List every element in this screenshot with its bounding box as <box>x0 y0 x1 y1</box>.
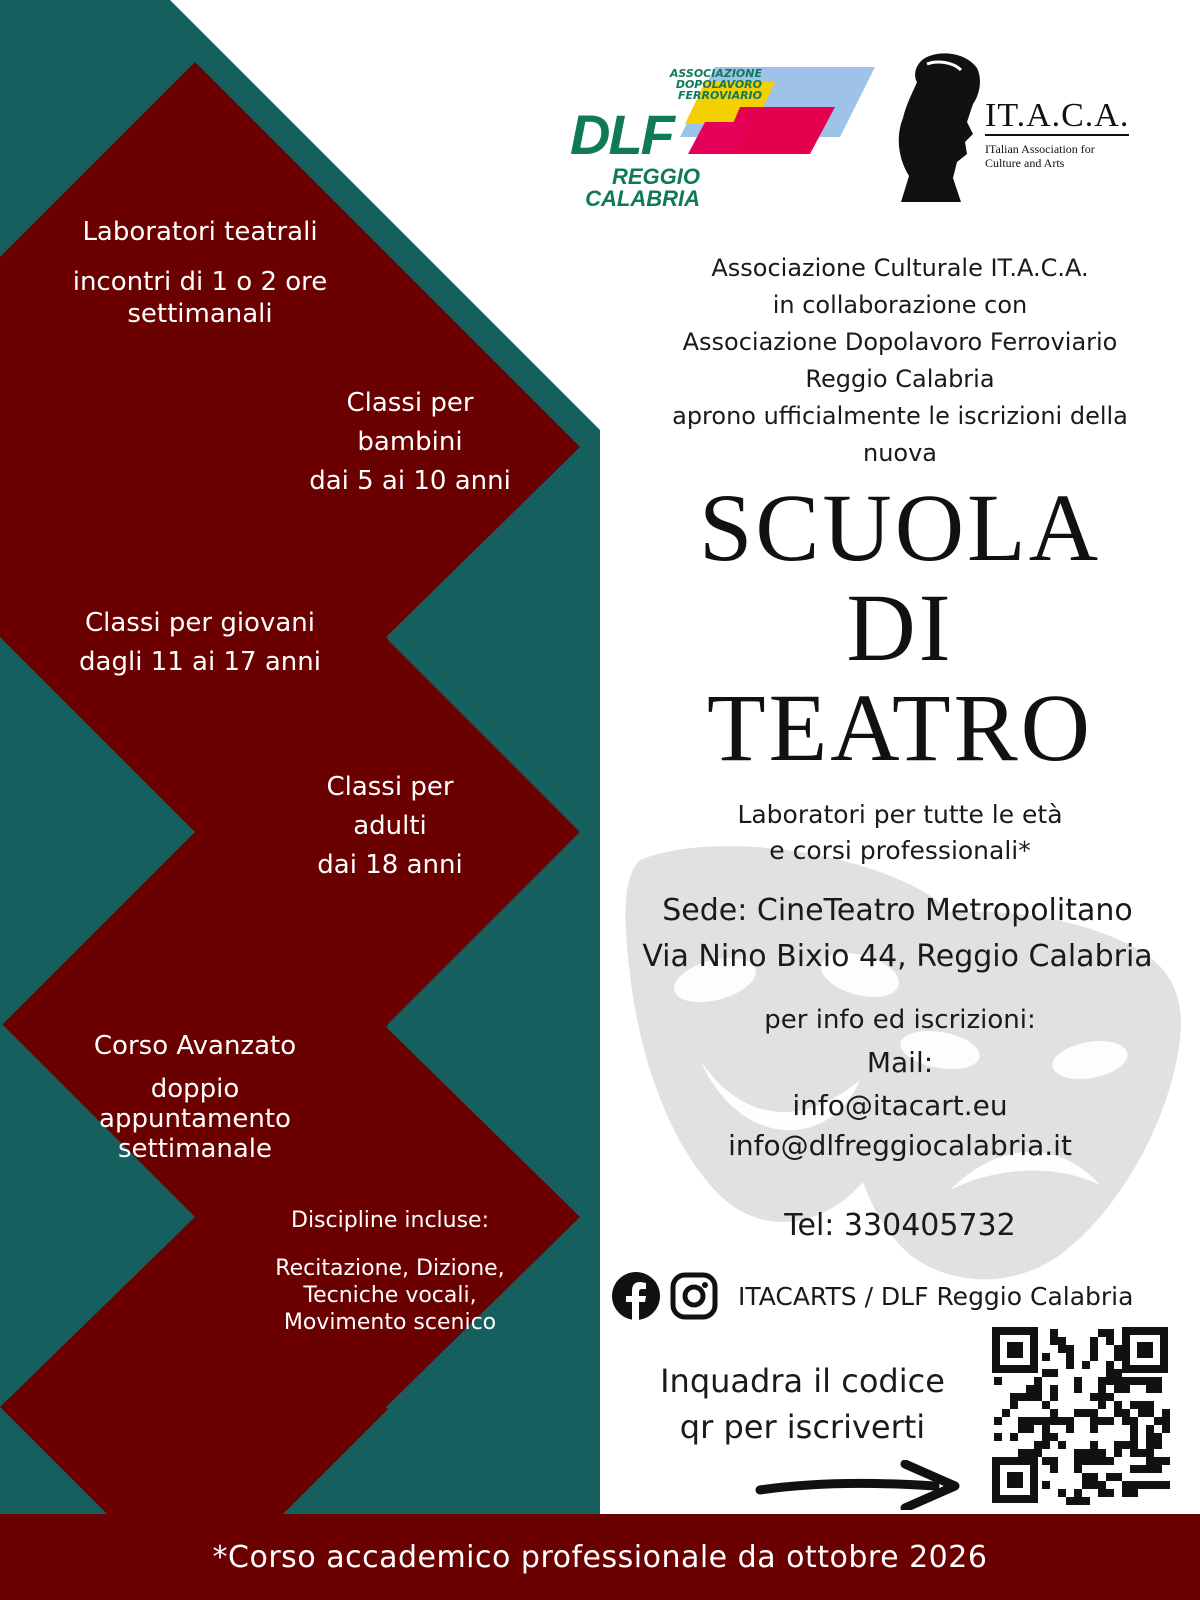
qr-module <box>1090 1473 1098 1481</box>
qr-module <box>1034 1385 1042 1393</box>
qr-module <box>1034 1441 1042 1449</box>
intro-text <box>605 250 1195 472</box>
qr-module <box>1114 1409 1122 1417</box>
intro-line: aprono ufficialmente le iscrizioni della <box>672 402 1128 430</box>
qr-module <box>1074 1449 1082 1457</box>
qr-module <box>1146 1409 1154 1417</box>
qr-line: Inquadra il codice <box>660 1362 945 1400</box>
qr-module <box>1090 1345 1098 1353</box>
qr-module <box>1090 1457 1098 1465</box>
itaca-tagline: ITalian Association for <box>985 142 1095 156</box>
qr-module <box>1106 1417 1114 1425</box>
qr-module <box>1066 1497 1074 1505</box>
qr-module <box>1034 1393 1042 1401</box>
qr-module <box>1106 1377 1114 1385</box>
qr-module <box>1026 1393 1034 1401</box>
itaca-logo <box>895 50 1175 210</box>
qr-module <box>1018 1417 1026 1425</box>
qr-module <box>1098 1489 1106 1497</box>
qr-module <box>1042 1353 1050 1361</box>
qr-module <box>1010 1393 1018 1401</box>
qr-module <box>1162 1417 1170 1425</box>
qr-module <box>1090 1353 1098 1361</box>
qr-module <box>1114 1385 1122 1393</box>
qr-module <box>1042 1369 1050 1377</box>
qr-module <box>1082 1409 1090 1417</box>
qr-module <box>1130 1489 1138 1497</box>
qr-module <box>1154 1385 1162 1393</box>
qr-module <box>1042 1433 1050 1441</box>
qr-module <box>1114 1449 1122 1457</box>
block-discipline <box>240 1207 540 1336</box>
qr-module <box>1122 1385 1130 1393</box>
block-adulti <box>240 768 540 885</box>
qr-module <box>1114 1353 1122 1361</box>
qr-module <box>1146 1433 1154 1441</box>
qr-module <box>1138 1401 1146 1409</box>
qr-module <box>994 1377 1002 1385</box>
arrow-right-icon <box>755 1460 960 1510</box>
qr-module <box>1106 1457 1114 1465</box>
qr-module <box>1050 1409 1058 1417</box>
qr-module <box>1042 1441 1050 1449</box>
dlf-logo <box>500 62 880 222</box>
qr-module <box>1154 1481 1162 1489</box>
social-handles[interactable]: ITACARTS / DLF Reggio Calabria <box>738 1282 1134 1311</box>
qr-module <box>1122 1489 1130 1497</box>
qr-module <box>1050 1465 1058 1473</box>
block-title: Corso Avanzato <box>93 1031 297 1061</box>
qr-line: qr per iscriverti <box>679 1408 926 1446</box>
dlf-association-line: DOPOLAVORO <box>675 78 762 91</box>
intro-line: Reggio Calabria <box>805 365 995 393</box>
page-title <box>605 474 1195 781</box>
qr-module <box>1130 1377 1138 1385</box>
venue-line: Sede: CineTeatro Metropolitano <box>662 893 1133 928</box>
qr-module <box>1090 1449 1098 1457</box>
qr-module <box>1074 1457 1082 1465</box>
qr-module <box>1098 1401 1106 1409</box>
qr-module <box>1082 1481 1090 1489</box>
qr-module <box>1018 1449 1026 1457</box>
qr-module <box>1042 1425 1050 1433</box>
subtitle <box>605 797 1195 869</box>
venue <box>600 888 1195 980</box>
dlf-association-line: ASSOCIAZIONE <box>669 67 762 80</box>
phone-number[interactable]: Tel: 330405732 <box>784 1208 1016 1243</box>
qr-module <box>1146 1481 1154 1489</box>
qr-module <box>1162 1409 1170 1417</box>
qr-module <box>1130 1441 1138 1449</box>
qr-module <box>1066 1345 1074 1353</box>
dlf-city-line: CALABRIA <box>585 186 700 211</box>
qr-module <box>994 1433 1002 1441</box>
qr-module <box>1066 1361 1074 1369</box>
qr-module <box>1130 1481 1138 1489</box>
qr-module <box>1098 1449 1106 1457</box>
qr-module <box>1106 1393 1114 1401</box>
qr-module <box>1122 1417 1130 1425</box>
qr-module <box>1138 1449 1146 1457</box>
qr-module <box>1098 1385 1106 1393</box>
qr-module <box>1162 1457 1170 1465</box>
subtitle-line: e corsi professionali* <box>769 836 1031 865</box>
block-line: dai 18 anni <box>317 850 463 880</box>
qr-module <box>1050 1385 1058 1393</box>
qr-module <box>1154 1377 1162 1385</box>
instagram-icon[interactable] <box>670 1272 718 1320</box>
qr-module <box>1106 1337 1114 1345</box>
block-line: Classi per <box>346 388 474 418</box>
qr-module <box>1090 1409 1098 1417</box>
qr-module <box>1026 1449 1034 1457</box>
block-line: doppio <box>150 1074 240 1104</box>
qr-module <box>1122 1441 1130 1449</box>
block-title: Discipline incluse: <box>291 1208 489 1233</box>
contacts-heading: per info ed iscrizioni: <box>764 1005 1036 1035</box>
qr-module <box>1050 1337 1058 1345</box>
qr-module <box>1082 1473 1090 1481</box>
qr-module <box>994 1417 1002 1425</box>
qr-module <box>1042 1401 1050 1409</box>
qr-module <box>1106 1369 1114 1377</box>
qr-code[interactable] <box>990 1325 1170 1505</box>
qr-module <box>1058 1337 1066 1345</box>
qr-module <box>1114 1441 1122 1449</box>
qr-module <box>1066 1425 1074 1433</box>
title-line: SCUOLA <box>698 474 1102 581</box>
block-line: Classi per giovani <box>84 608 315 638</box>
qr-module <box>1090 1441 1098 1449</box>
qr-module <box>1154 1417 1162 1425</box>
qr-module <box>1074 1465 1082 1473</box>
qr-module <box>1106 1361 1114 1369</box>
intro-line: Associazione Dopolavoro Ferroviario <box>682 328 1118 356</box>
qr-module <box>1114 1369 1122 1377</box>
qr-module <box>1082 1449 1090 1457</box>
qr-module <box>1058 1417 1066 1425</box>
qr-module <box>1002 1409 1010 1417</box>
footer-bar <box>0 1514 1200 1600</box>
qr-module <box>1090 1393 1098 1401</box>
qr-module <box>1074 1409 1082 1417</box>
qr-module <box>1122 1409 1130 1417</box>
qr-module <box>1050 1457 1058 1465</box>
qr-module <box>1082 1497 1090 1505</box>
qr-module <box>1130 1465 1138 1473</box>
qr-module <box>1034 1449 1042 1457</box>
qr-module <box>1098 1481 1106 1489</box>
venue-line: Via Nino Bixio 44, Reggio Calabria <box>642 939 1153 974</box>
qr-module <box>1146 1425 1154 1433</box>
qr-module <box>1098 1329 1106 1337</box>
qr-module <box>1090 1417 1098 1425</box>
qr-module <box>1018 1425 1026 1433</box>
qr-module <box>1090 1337 1098 1345</box>
qr-module <box>1114 1377 1122 1385</box>
qr-module <box>1154 1433 1162 1441</box>
qr-module <box>1074 1497 1082 1505</box>
qr-module <box>1026 1425 1034 1433</box>
qr-module <box>1050 1393 1058 1401</box>
qr-module <box>1082 1361 1090 1369</box>
qr-module <box>1162 1425 1170 1433</box>
qr-module <box>1010 1433 1018 1441</box>
qr-module <box>1042 1417 1050 1425</box>
block-line: settimanale <box>117 1134 273 1164</box>
qr-module <box>1058 1441 1066 1449</box>
qr-module <box>1146 1457 1154 1465</box>
block-title: Laboratori teatrali <box>82 217 318 247</box>
qr-module <box>1162 1481 1170 1489</box>
qr-module <box>1082 1457 1090 1465</box>
qr-module <box>1154 1441 1162 1449</box>
qr-module <box>1066 1353 1074 1361</box>
qr-module <box>1130 1449 1138 1457</box>
qr-module <box>1010 1401 1018 1409</box>
qr-module <box>1026 1417 1034 1425</box>
qr-module <box>1050 1417 1058 1425</box>
qr-module <box>1074 1385 1082 1393</box>
qr-module <box>1066 1417 1074 1425</box>
email-link[interactable]: info@dlfreggiocalabria.it <box>728 1129 1072 1162</box>
qr-module <box>1058 1345 1066 1353</box>
block-bambini <box>260 384 560 501</box>
mail-label: Mail: <box>866 1046 934 1079</box>
qr-module <box>1106 1473 1114 1481</box>
qr-module <box>1138 1465 1146 1473</box>
block-line: settimanali <box>127 299 273 329</box>
block-line: incontri di 1 o 2 ore <box>72 267 328 297</box>
title-line: TEATRO <box>707 674 1093 781</box>
qr-module <box>1050 1369 1058 1377</box>
block-line: Recitazione, Dizione, <box>275 1256 505 1281</box>
qr-module <box>1146 1377 1154 1385</box>
qr-module <box>1154 1465 1162 1473</box>
block-line: Classi per <box>326 772 454 802</box>
qr-module <box>1098 1457 1106 1465</box>
block-giovani <box>40 604 360 682</box>
subtitle-line: Laboratori per tutte le età <box>737 800 1063 829</box>
qr-module <box>1106 1489 1114 1497</box>
block-line: dagli 11 ai 17 anni <box>79 647 321 677</box>
dlf-association-line: FERROVIARIO <box>678 89 762 102</box>
intro-line: Associazione Culturale IT.A.C.A. <box>711 254 1089 282</box>
block-corso-avanzato <box>40 1030 350 1164</box>
block-line: Movimento scenico <box>283 1310 497 1335</box>
qr-instructions <box>625 1358 980 1450</box>
qr-module <box>1098 1377 1106 1385</box>
qr-module <box>1042 1481 1050 1489</box>
email-link[interactable]: info@itacart.eu <box>792 1089 1008 1122</box>
qr-module <box>1098 1393 1106 1401</box>
block-laboratori <box>40 212 360 330</box>
qr-module <box>1130 1401 1138 1409</box>
qr-module <box>1138 1409 1146 1417</box>
qr-module <box>1050 1433 1058 1441</box>
qr-module <box>1146 1441 1154 1449</box>
qr-module <box>1090 1481 1098 1489</box>
footer-note: *Corso accademico professionale da ottobre 2026 <box>212 1539 988 1575</box>
qr-module <box>1018 1393 1026 1401</box>
qr-module <box>1138 1377 1146 1385</box>
qr-module <box>1138 1481 1146 1489</box>
qr-module <box>1034 1377 1042 1385</box>
block-line: appuntamento <box>99 1104 291 1134</box>
itaca-name: IT.A.C.A. <box>985 97 1130 134</box>
qr-module <box>1146 1401 1154 1409</box>
qr-module <box>1146 1385 1154 1393</box>
dlf-city-line: REGGIO <box>611 164 700 189</box>
qr-module <box>1050 1329 1058 1337</box>
qr-module <box>1114 1345 1122 1353</box>
qr-module <box>1026 1385 1034 1393</box>
qr-module <box>1146 1449 1154 1457</box>
qr-module <box>1058 1489 1066 1497</box>
qr-module <box>1090 1425 1098 1433</box>
itaca-tagline: Culture and Arts <box>985 156 1065 170</box>
qr-module <box>1146 1465 1154 1473</box>
qr-module <box>1130 1425 1138 1433</box>
qr-module <box>1034 1417 1042 1425</box>
contacts <box>605 1000 1195 1246</box>
qr-module <box>1074 1377 1082 1385</box>
qr-module <box>1122 1377 1130 1385</box>
qr-module <box>1074 1489 1082 1497</box>
intro-line: nuova <box>862 439 937 467</box>
block-line: bambini <box>357 427 463 457</box>
qr-module <box>1154 1457 1162 1465</box>
qr-module <box>1130 1417 1138 1425</box>
facebook-icon[interactable] <box>612 1272 660 1320</box>
title-line: DI <box>846 574 954 681</box>
helmet-profile-icon <box>895 50 985 205</box>
qr-module <box>1106 1329 1114 1337</box>
block-line: dai 5 ai 10 anni <box>309 466 511 496</box>
dlf-mark: DLF <box>570 103 673 166</box>
qr-module <box>1130 1433 1138 1441</box>
qr-module <box>1122 1481 1130 1489</box>
qr-module <box>1114 1473 1122 1481</box>
block-line: Tecniche vocali, <box>303 1283 477 1308</box>
block-line: adulti <box>353 811 427 841</box>
qr-module <box>1114 1401 1122 1409</box>
qr-module <box>1042 1457 1050 1465</box>
intro-line: in collaborazione con <box>772 291 1028 319</box>
qr-module <box>1098 1417 1106 1425</box>
